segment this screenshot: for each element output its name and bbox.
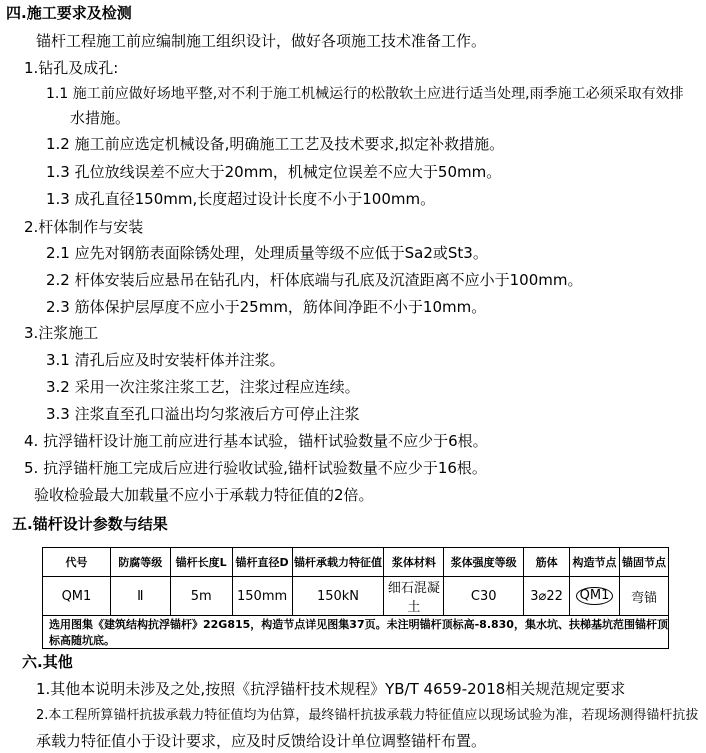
anchor-parameter-table — [42, 547, 669, 649]
table-row — [43, 577, 669, 616]
cell-anchor-length: 5m — [170, 577, 232, 616]
section-6-title: 六.其他 — [22, 653, 73, 671]
header-cell: 锚杆直径D — [232, 548, 292, 577]
header-cell: 锚固节点 — [620, 548, 669, 577]
header-cell: 代号 — [43, 548, 111, 577]
header-cell: 浆体强度等级 — [444, 548, 524, 577]
item-3-1: 3.1 清孔后应及时安装杆体并注浆。 — [46, 351, 285, 369]
section-4-title: 四.施工要求及检测 — [6, 4, 132, 22]
item-3-3: 3.3 注浆直至孔口溢出均匀浆液后方可停止注浆 — [46, 405, 360, 423]
cell-bearing-capacity: 150kN — [292, 577, 384, 616]
item-2-3: 2.3 筋体保护层厚度不应小于25mm，筋体间净距不小于10mm。 — [46, 298, 487, 316]
section-6-item-2-line-1: 2.本工程所算锚杆抗拔承载力特征值均为估算，最终锚杆抗拔承载力特征值应以现场试验为准，若现场测得锚杆抗拔 — [36, 708, 699, 723]
item-1-1-line-2: 水措施。 — [70, 109, 131, 127]
header-cell: 筋体 — [524, 548, 570, 577]
item-2-2: 2.2 杆体安装后应悬吊在钻孔内，杆体底端与孔底及沉渣距离不应小于100mm。 — [46, 271, 583, 289]
table-note-row — [43, 616, 669, 649]
item-1-1-line-1: 1.1 施工前应做好场地平整,对不利于施工机械运行的松散软土应进行适当处理,雨季施工必须采取有效排 — [46, 86, 684, 102]
item-4: 4. 抗浮锚杆设计施工前应进行基本试验，锚杆试验数量不应少于6根。 — [24, 432, 488, 450]
cell-anchor-diameter: 150mm — [232, 577, 292, 616]
header-cell: 防腐等级 — [110, 548, 170, 577]
cell-code: QM1 — [43, 577, 111, 616]
header-cell: 浆体材料 — [384, 548, 444, 577]
section-6-item-1: 1.其他本说明未涉及之处,按照《抗浮锚杆技术规程》YB/T 4659-2018相关规范规定要求 — [36, 680, 626, 698]
cell-anchorage-node: 弯锚 — [620, 577, 669, 616]
cell-tendon: 3⌀22 — [524, 577, 570, 616]
header-cell: 锚杆长度L — [170, 548, 232, 577]
section-5-title: 五.锚杆设计参数与结果 — [12, 515, 168, 533]
subsection-3-title: 3.注浆施工 — [24, 324, 99, 342]
item-5: 5. 抗浮锚杆施工完成后应进行验收试验,锚杆试验数量不应少于16根。 — [24, 459, 487, 477]
cell-construction-node — [570, 577, 620, 616]
header-cell: 锚杆承载力特征值 — [292, 548, 384, 577]
subsection-1-title: 1.钻孔及成孔: — [24, 59, 119, 77]
item-3-2: 3.2 采用一次注浆注浆工艺，注浆过程应连续。 — [46, 378, 360, 396]
item-5-line-2: 验收检验最大加载量不应小于承载力特征值的2倍。 — [34, 486, 374, 504]
cell-grout-material: 细石混凝土 — [384, 577, 444, 616]
item-1-2: 1.2 施工前应选定机械设备,明确施工工艺及技术要求,拟定补救措施。 — [46, 135, 505, 153]
item-1-3-b: 1.3 成孔直径150mm,长度超过设计长度不小于100mm。 — [46, 190, 436, 208]
section-6-item-2-line-2: 承载力特征值小于设计要求，应及时反馈给设计单位调整锚杆布置。 — [36, 732, 487, 750]
subsection-2-title: 2.杆体制作与安装 — [24, 218, 144, 236]
table-header-row — [43, 548, 669, 577]
cell-anticorrosion-grade: Ⅱ — [110, 577, 170, 616]
header-cell: 构造节点 — [570, 548, 620, 577]
item-2-1: 2.1 应先对钢筋表面除锈处理，处理质量等级不应低于Sa2或St3。 — [46, 244, 488, 262]
node-label-circle: QM1 — [576, 587, 614, 605]
section-4-intro: 锚杆工程施工前应编制施工组织设计，做好各项施工技术准备工作。 — [36, 32, 487, 50]
table-note: 选用图集《建筑结构抗浮锚杆》22G815，构造节点详见图集37页。未注明锚杆顶标高-8.830，集水坑、扶梯基坑范围锚杆顶标高随坑底。 — [43, 616, 669, 649]
item-1-3-a: 1.3 孔位放线误差不应大于20mm，机械定位误差不应大于50mm。 — [46, 163, 502, 181]
cell-grout-strength: C30 — [444, 577, 524, 616]
